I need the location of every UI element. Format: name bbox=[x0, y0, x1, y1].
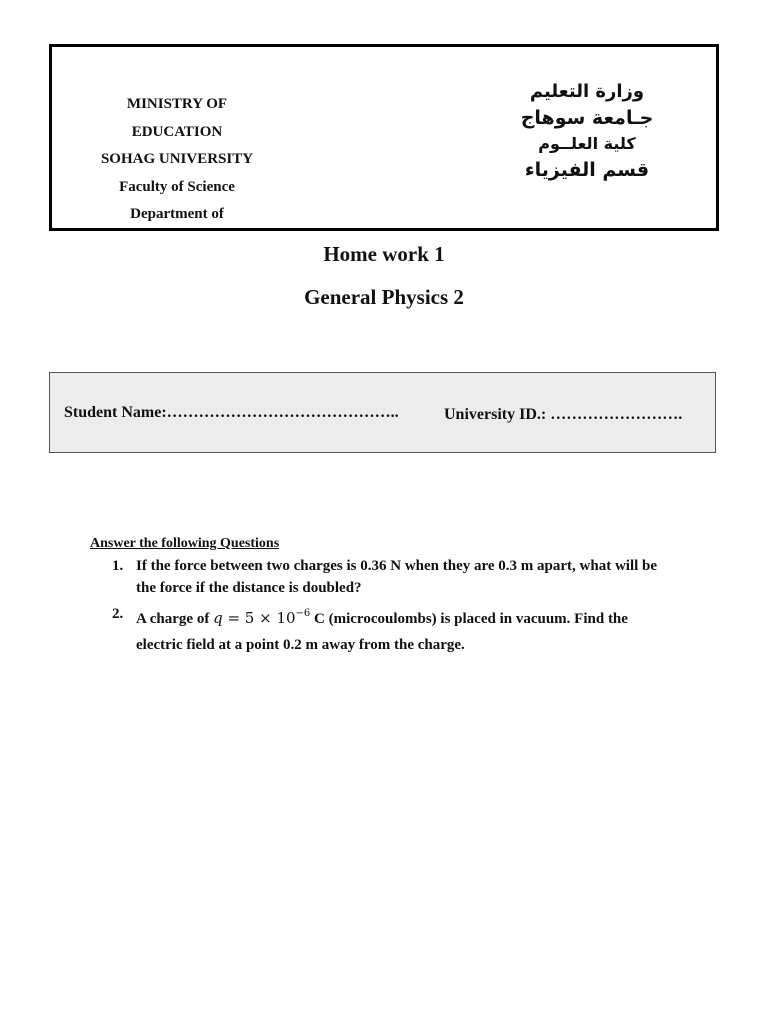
en-line-university: SOHAG UNIVERSITY bbox=[100, 151, 254, 167]
ar-line-faculty: كلية العلــوم bbox=[538, 134, 636, 153]
ar-line-university: جـامعة سوهاج bbox=[520, 107, 654, 129]
university-id-field: University ID.: ……………………. bbox=[444, 406, 683, 423]
question-text: If the force between two charges is 0.36 N when they are 0.3 m apart, what will be the force if the distance is doubled? bbox=[136, 558, 658, 596]
question-1 bbox=[112, 555, 672, 599]
charge-equation bbox=[213, 609, 310, 627]
en-line-department: Department of bbox=[130, 206, 224, 222]
math-exponent: −6 bbox=[295, 608, 311, 619]
en-line-ministry: MINISTRY OF bbox=[126, 96, 228, 112]
institution-english bbox=[82, 91, 272, 222]
math-equality: = 5 × 10 bbox=[222, 609, 296, 627]
student-name-field: Student Name:…………………………………….. bbox=[64, 404, 399, 421]
course-title: General Physics 2 bbox=[304, 285, 464, 309]
institution-arabic bbox=[502, 79, 672, 183]
ar-line-department: قسم الفيزياء bbox=[524, 159, 650, 181]
question-number: 2. bbox=[112, 606, 124, 622]
question-prefix: A charge of bbox=[136, 611, 214, 627]
instructions-heading: Answer the following Questions bbox=[90, 536, 280, 551]
en-line-education: EDUCATION bbox=[131, 123, 223, 140]
student-info-box bbox=[49, 372, 716, 453]
en-line-faculty: Faculty of Science bbox=[119, 178, 235, 195]
question-number: 1. bbox=[112, 558, 124, 574]
question-text bbox=[136, 601, 672, 658]
question-2 bbox=[112, 601, 672, 658]
math-variable: q bbox=[213, 609, 223, 627]
question-suffix: C (microcoulombs) is placed in vacuum. Find the electric field at a point 0.2 m away from the charge. bbox=[136, 611, 628, 653]
homework-title: Home work 1 bbox=[323, 242, 445, 266]
header-box bbox=[49, 44, 719, 231]
ar-line-ministry: وزارة التعليم bbox=[529, 81, 645, 102]
